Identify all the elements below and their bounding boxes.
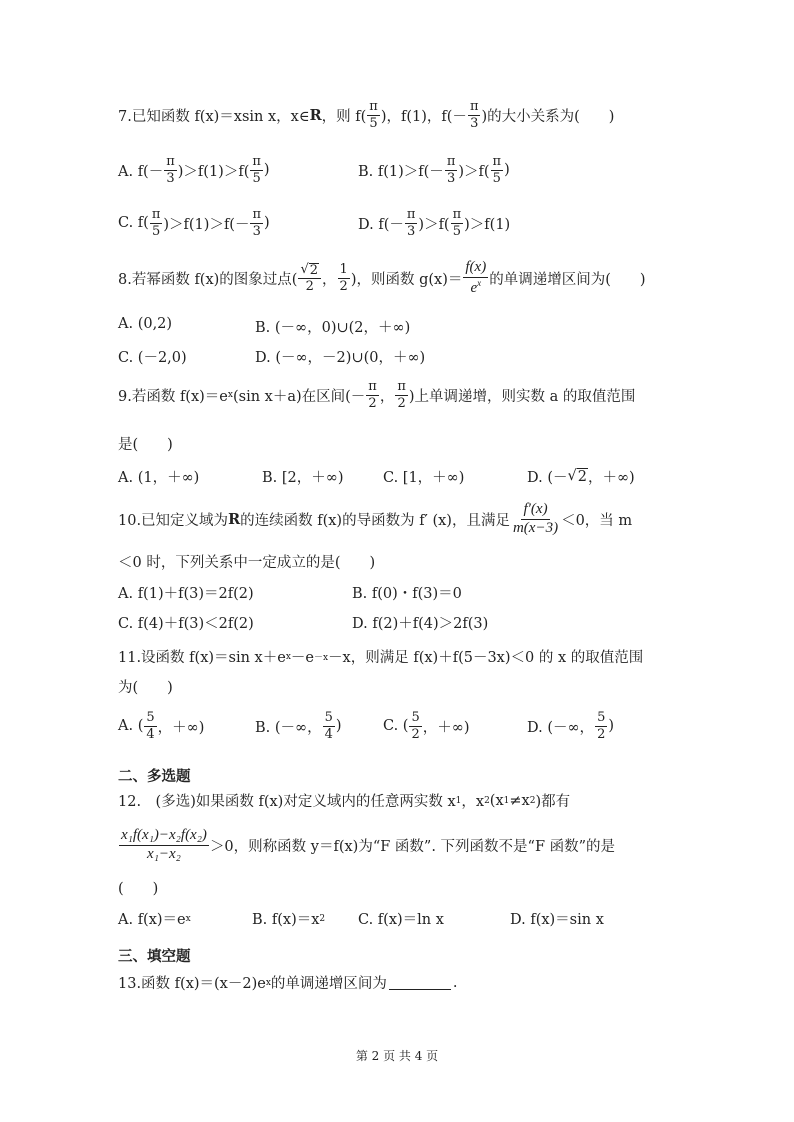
q9-option-b[interactable]: B. [2，＋∞) (262, 470, 344, 486)
question-11-stem: 11.设函数 f(x)＝sin x＋e x －e －x －x，则满足 f(x)＋f(5－3x)＜0 的 x 的取值范围 (118, 650, 644, 666)
question-10-stem-cont: ＜0 时，下列关系中一定成立的是( ) (118, 555, 376, 571)
q12-option-d[interactable]: D. f(x)＝sin x (510, 912, 604, 928)
sqrt-symbol: √ 2 (300, 261, 319, 278)
q10-option-b[interactable]: B. f(0)・f(3)＝0 (352, 586, 462, 602)
question-7-stem: 7.已知函数 f(x)＝xsin x，x∈ R ，则 f( $\frac{\pi}{5}$ )，f(1)，f(－ $\frac{\pi}{3}$ )的大小关系为( ) (118, 99, 615, 131)
question-12-stem-end: ( ) (118, 881, 159, 897)
q10-option-d[interactable]: D. f(2)＋f(4)＞2f(3) (352, 616, 489, 632)
question-9-stem-cont: 是( ) (118, 437, 173, 453)
q7-option-c[interactable]: C. f( $\frac{\pi}{5}$ )＞f(1)＞f(－ $\frac{\pi}{3}$ ) (118, 207, 270, 239)
q9-option-d[interactable]: D. (－ √ 2 ，＋∞) (527, 468, 635, 486)
question-12-stem: 12. (多选)如果函数 f(x)对定义域内的任意两实数 x 1 ，x 2 (x 1 ≠x 2 )都有 (118, 792, 571, 810)
fraction: $\frac{\pi}{5}$ (369, 99, 378, 131)
q9-option-a[interactable]: A. (1，＋∞) (118, 470, 200, 486)
q8-option-a[interactable]: A. (0,2) (118, 316, 173, 332)
q10-option-c[interactable]: C. f(4)＋f(3)＜2f(2) (118, 616, 254, 632)
q8-option-b[interactable]: B. (－∞，0)∪(2，＋∞) (255, 320, 411, 336)
fraction: $\frac{f'(x)}{m(x-3)}$ (512, 501, 559, 536)
fraction: $\frac{1}{2}$ (339, 262, 348, 294)
question-8-stem: 8.若幂函数 f(x)的图象过点( √ 2 2 ， $\frac{1}{2}$ )，则函数 g(x)＝ $\frac{f(x)}{e^x}$ 的单调递增区间为( ) (118, 259, 646, 296)
question-9-stem: 9.若函数 f(x)＝e x (sin x＋a)在区间(－ $\frac{\pi}{2}$ ， $\frac{\pi}{2}$ )上单调递增，则实数 a 的取值范围 (118, 379, 636, 411)
q8-option-d[interactable]: D. (－∞，－2)∪(0，＋∞) (255, 350, 426, 366)
fraction: $\frac{\pi}{2}$ (368, 379, 377, 411)
q10-option-a[interactable]: A. f(1)＋f(3)＝2f(2) (118, 586, 254, 602)
answer-blank[interactable] (389, 975, 451, 990)
section-heading-multiple-choice: 二、多选题 (118, 769, 191, 785)
q7-option-a[interactable]: A. f(－ $\frac{\pi}{3}$ )＞f(1)＞f( $\frac{\pi}{5}$ ) (118, 154, 270, 186)
question-12-stem-cont: $\frac{\text{x₁f(x₁)−x₂f(x₂)}}{\text{x₁−x₂}}$ ＞0，则称函数 y＝f(x)为“F 函数”. 下列函数不是“F 函数”的是 (121, 827, 616, 862)
fraction: $\frac{\pi}{3}$ (469, 99, 479, 131)
q11-option-b[interactable]: B. (－∞， $\frac{5}{4}$ ) (255, 710, 342, 742)
section-heading-fill-in: 三、填空题 (118, 949, 191, 965)
q9-option-c[interactable]: C. [1，＋∞) (383, 470, 465, 486)
fraction: $\frac{f(x)}{e^x}$ (465, 259, 487, 296)
question-10-stem: 10.已知定义域为 R 的连续函数 f(x)的导函数为 f′ (x)，且满足 $\frac{f'(x)}{m(x-3)}$ ＜0，当 m (118, 501, 633, 536)
sqrt-symbol: √ 2 (567, 468, 587, 485)
q8-option-c[interactable]: C. (－2,0) (118, 350, 187, 366)
q7-option-d[interactable]: D. f(－ $\frac{\pi}{3}$ )＞f( $\frac{\pi}{5}$ )＞f(1) (358, 207, 511, 239)
q11-option-d[interactable]: D. (－∞， $\frac{5}{2}$ ) (527, 710, 615, 742)
q7-option-b[interactable]: B. f(1)＞f(－ $\frac{\pi}{3}$ )＞f( $\frac{\pi}{5}$ ) (358, 154, 510, 186)
fraction: √ 2 2 (298, 263, 321, 294)
q11-option-a[interactable]: A. ( $\frac{5}{4}$ ，＋∞) (118, 710, 205, 742)
question-11-stem-cont: 为( ) (118, 680, 173, 696)
q12-option-b[interactable]: B. f(x)＝x 2 (252, 912, 326, 928)
q12-option-a[interactable]: A. f(x)＝e x (118, 912, 191, 928)
question-13-stem: 13.函数 f(x)＝(x－2)e x 的单调递增区间为 . (118, 974, 458, 992)
q11-option-c[interactable]: C. ( $\frac{5}{2}$ ，＋∞) (383, 710, 470, 742)
q12-option-c[interactable]: C. f(x)＝ln x (358, 912, 444, 928)
fraction: $\frac{\text{x₁f(x₁)−x₂f(x₂)}}{\text{x₁−x₂}}$ (121, 827, 207, 862)
fraction: $\frac{\pi}{2}$ (397, 379, 406, 411)
page-footer: 第 2 页 共 4 页 (355, 1049, 439, 1063)
